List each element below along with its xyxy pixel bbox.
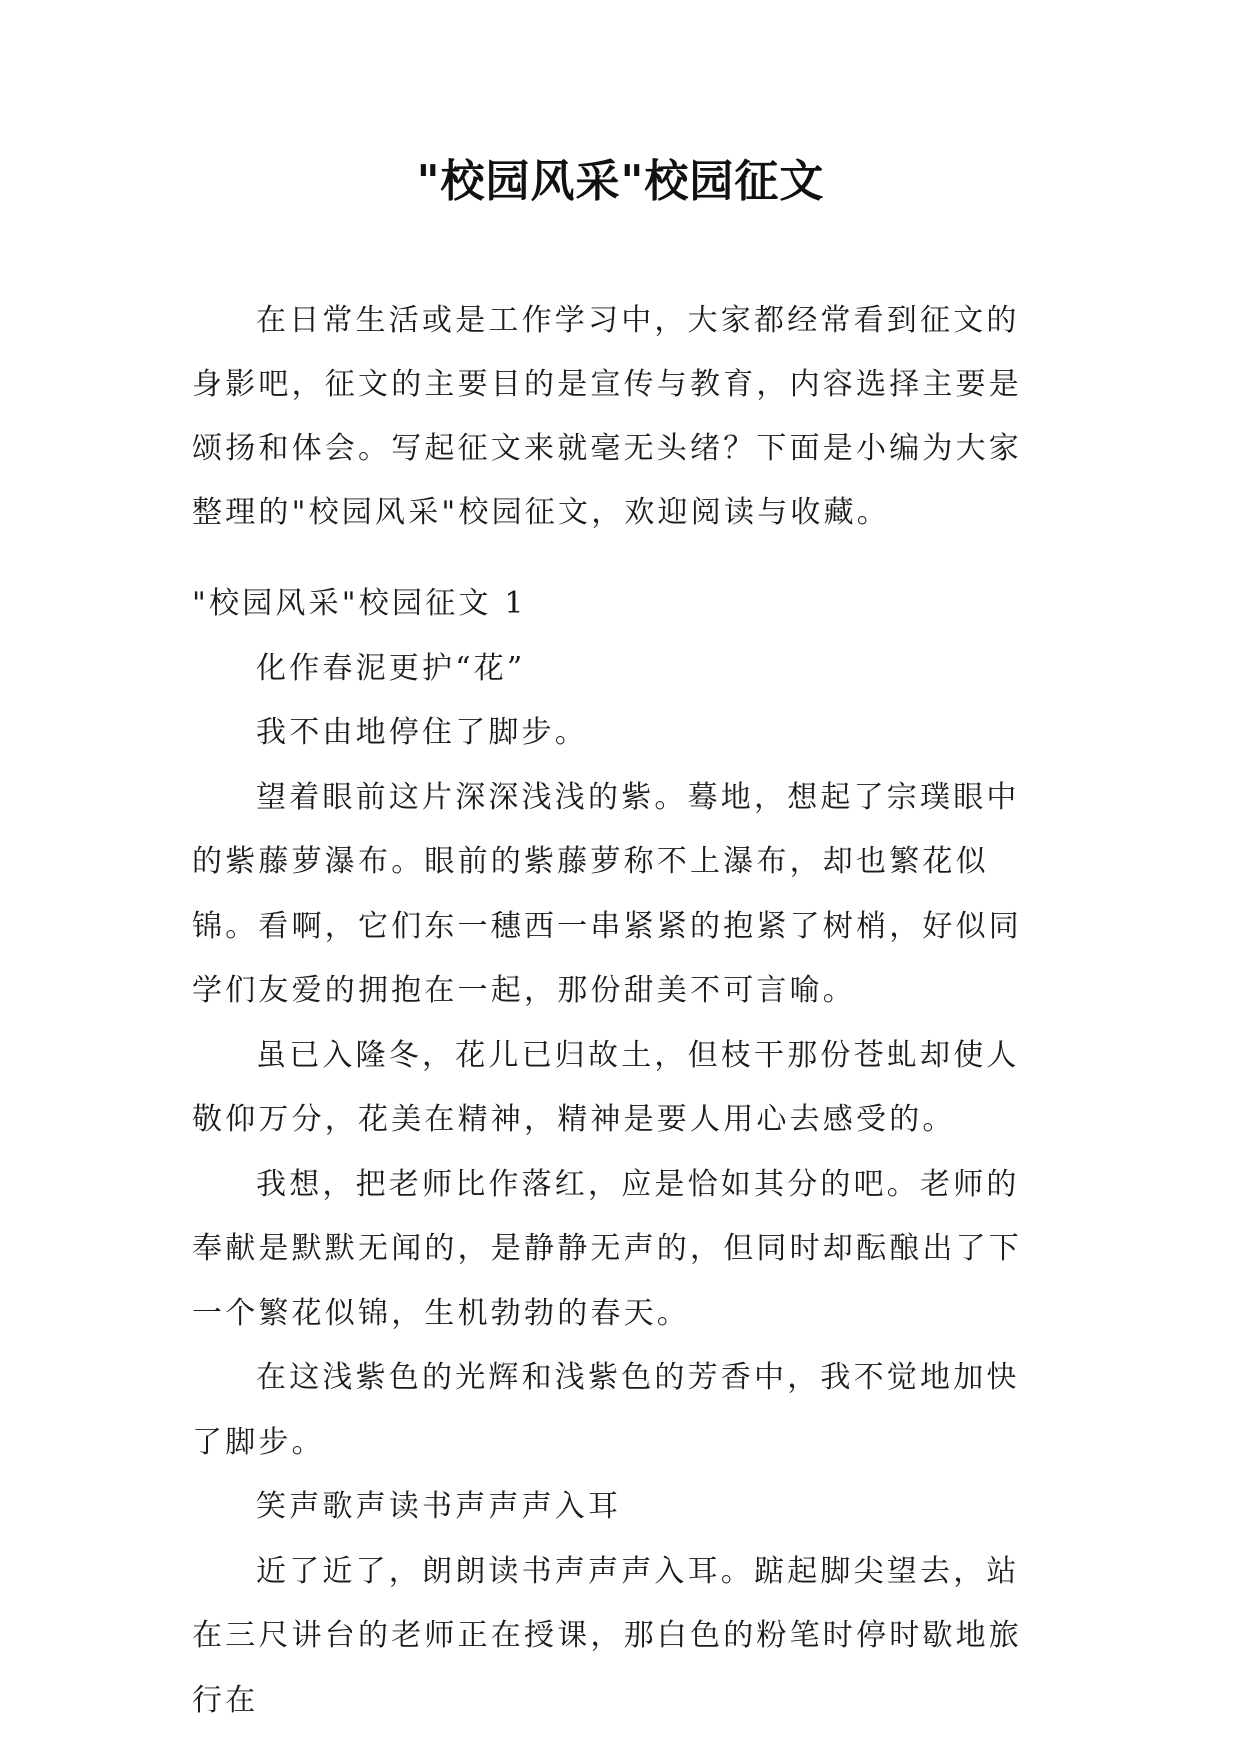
essay-paragraph: 笑声歌声读书声声声入耳 [256,1489,622,1524]
essay-paragraph: 望着眼前这片深深浅浅的紫。蓦地，想起了宗璞眼中的紫藤萝瀑布。眼前的紫藤萝称不上瀑布，却也繁花似锦。看啊，它们东一穗西一串紧紧的抱紧了树梢，好似同学们友爱的拥抱在一起，那份甜美不可言喻。 [192,779,1022,1008]
document-title: "校园风采"校园征文 [416,156,825,207]
essay-paragraph: 近了近了，朗朗读书声声声入耳。踮起脚尖望去，站在三尺讲台的老师正在授课，那白色的粉笔时停时歇地旅行在 [192,1553,1022,1718]
intro-paragraph: 在日常生活或是工作学习中，大家都经常看到征文的身影吧，征文的主要目的是宣传与教育，内容选择主要是颂扬和体会。写起征文来就毫无头绪？下面是小编为大家整理的"校园风采"校园征文，欢迎阅读与收藏。 [192,303,1022,530]
section-heading: "校园风采"校园征文 1 [192,586,527,621]
essay-paragraph: 我想，把老师比作落红，应是恰如其分的吧。老师的奉献是默默无闻的，是静静无声的，但同时却酝酿出了下一个繁花似锦，生机勃勃的春天。 [192,1166,1022,1331]
essay-paragraph: 化作春泥更护“花” [256,650,526,686]
essay-section [192,572,1052,1733]
essay-paragraph: 我不由地停住了脚步。 [256,715,588,750]
essay-paragraph: 在这浅紫色的光辉和浅紫色的芳香中，我不觉地加快了脚步。 [192,1360,1020,1460]
essay-paragraph: 虽已入隆冬，花儿已归故土，但枝干那份苍虬却使人敬仰万分，花美在精神，精神是要人用心去感受的。 [192,1037,1020,1137]
intro-section [192,289,1052,545]
